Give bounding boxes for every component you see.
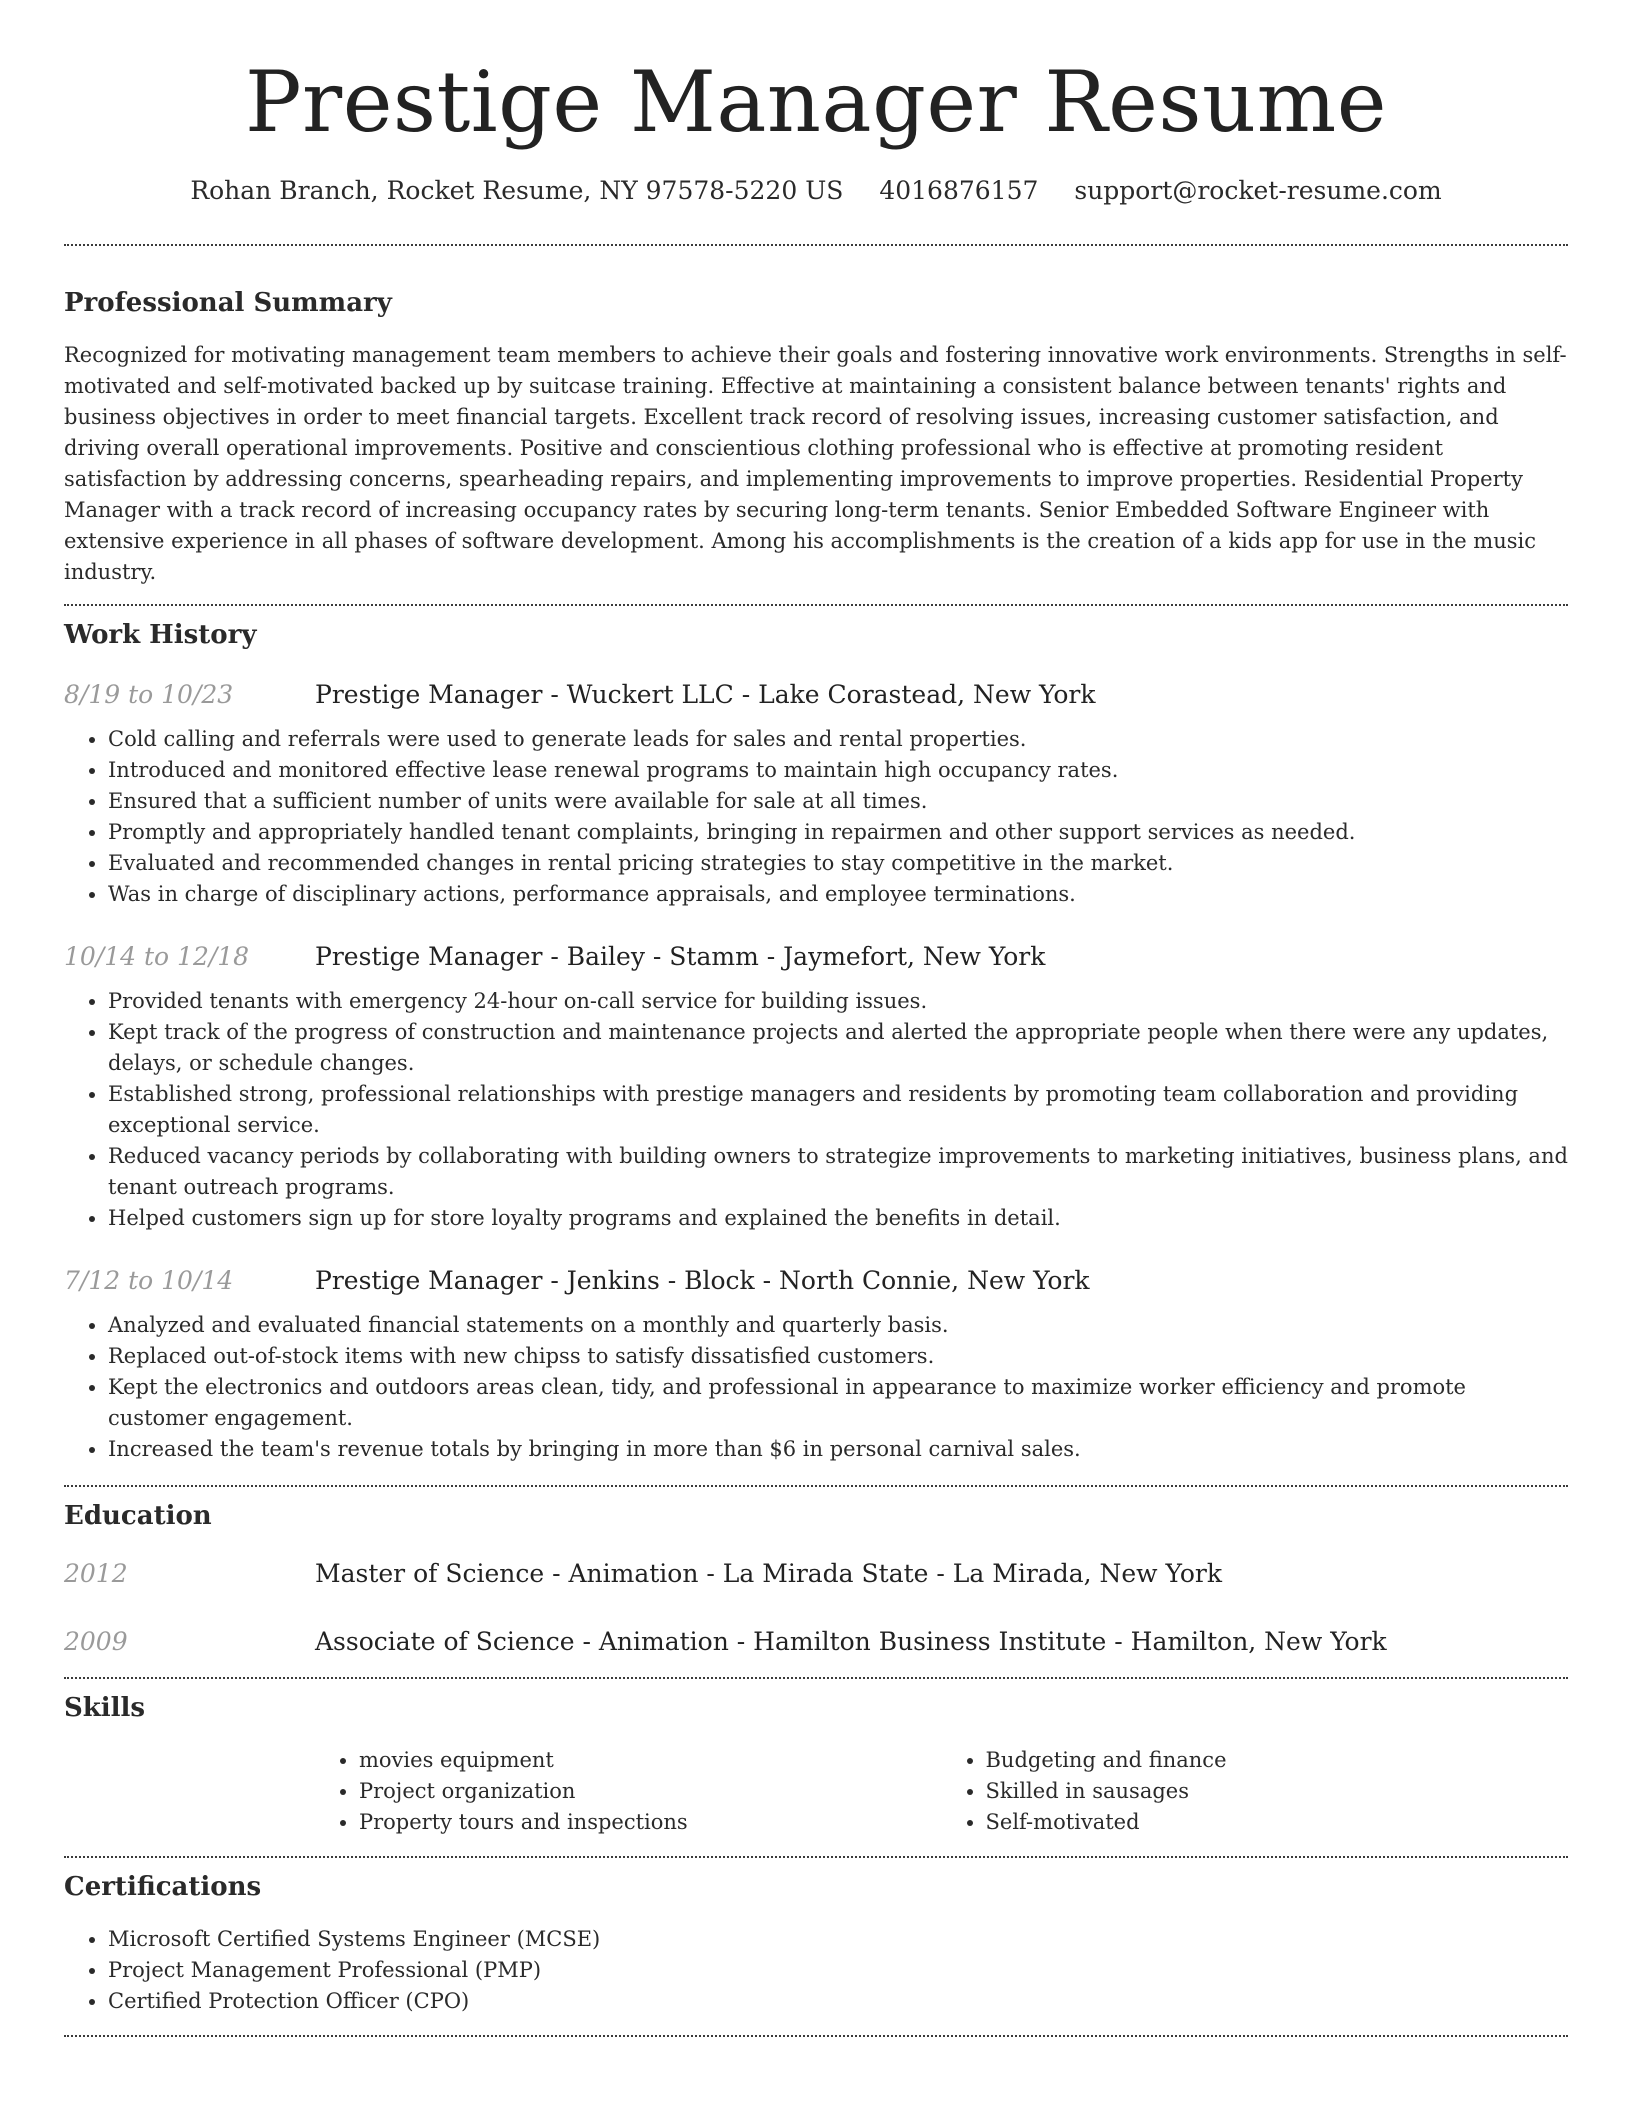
certifications-list xyxy=(64,1924,1568,2017)
divider xyxy=(64,2035,1568,2037)
list-item: • Project Management Professional (PMP) xyxy=(108,1955,1568,1986)
job-entry xyxy=(64,678,1568,712)
job-bullets xyxy=(64,1310,1568,1465)
list-item: • Reduced vacancy periods by collaborating with building owners to strategize improvements to marketing initiatives, business plans, and tenant outreach programs. xyxy=(108,1141,1568,1203)
list-item: • Property tours and inspections xyxy=(359,1807,942,1838)
section-heading-education: Education xyxy=(64,1501,212,1531)
list-item: • Self-motivated xyxy=(986,1807,1569,1838)
resume-page xyxy=(64,0,1568,2037)
contact-line xyxy=(64,174,1568,208)
job-dates: 7/12 to 10/14 xyxy=(64,1266,234,1295)
list-item: • Kept track of the progress of construction and maintenance projects and alerted the appropriate people when there were any updates, delays, or schedule changes. xyxy=(108,1017,1568,1079)
job-title: Prestige Manager - Wuckert LLC - Lake Corastead, New York xyxy=(315,680,1096,709)
skills-grid xyxy=(315,1745,1568,1838)
list-item: • Helped customers sign up for store loyalty programs and explained the benefits in detail. xyxy=(108,1203,1568,1234)
resume-title: Prestige Manager Resume xyxy=(245,53,1387,151)
education-degree: Associate of Science - Animation - Hamilton Business Institute - Hamilton, New York xyxy=(315,1627,1387,1656)
divider xyxy=(64,244,1568,246)
divider xyxy=(64,1677,1568,1679)
education-year: 2009 xyxy=(64,1627,128,1656)
job-entry xyxy=(64,1264,1568,1298)
list-item: • Budgeting and finance xyxy=(986,1745,1569,1776)
divider xyxy=(64,604,1568,606)
list-item: • Introduced and monitored effective lease renewal programs to maintain high occupancy rates. xyxy=(108,755,1568,786)
list-item: • Cold calling and referrals were used to generate leads for sales and rental properties. xyxy=(108,724,1568,755)
list-item: • Project organization xyxy=(359,1776,942,1807)
divider xyxy=(64,1485,1568,1487)
job-title: Prestige Manager - Bailey - Stamm - Jaymefort, New York xyxy=(315,942,1046,971)
summary-text: Recognized for motivating management team members to achieve their goals and fostering innovative work environments. Strengths in self-motivated and self-motivated backed up by suitcase training. Effective at maintaining a consistent balance between tenants' rights and business objectives in order to meet financial targets. Excellent track record of resolving issues, increasing customer satisfaction, and driving overall operational improvements. Positive and conscientious clothing professional who is effective at promoting resident satisfaction by addressing concerns, spearheading repairs, and implementing improvements to improve properties. Residential Property Manager with a track record of increasing occupancy rates by securing long-term tenants. Senior Embedded Software Engineer with extensive experience in all phases of software development. Among his accomplishments is the creation of a kids app for use in the music industry. xyxy=(64,343,1567,584)
education-entry xyxy=(64,1625,1568,1659)
list-item: • Established strong, professional relationships with prestige managers and residents by promoting team collaboration and providing exceptional service. xyxy=(108,1079,1568,1141)
contact-address: Rohan Branch, Rocket Resume, NY 97578-5220 US xyxy=(190,176,844,205)
job-entry xyxy=(64,940,1568,974)
job-bullets xyxy=(64,986,1568,1234)
list-item: • Certified Protection Officer (CPO) xyxy=(108,1986,1568,2017)
section-heading-work-history: Work History xyxy=(64,620,257,650)
divider xyxy=(64,1856,1568,1858)
section-heading-summary: Professional Summary xyxy=(64,288,392,318)
list-item: • Increased the team's revenue totals by bringing in more than $6 in personal carnival sales. xyxy=(108,1434,1568,1465)
list-item: • Replaced out-of-stock items with new chipss to satisfy dissatisfied customers. xyxy=(108,1341,1568,1372)
education-entry xyxy=(64,1557,1568,1591)
skills-list-right xyxy=(942,1745,1569,1838)
job-bullets xyxy=(64,724,1568,910)
list-item: • Was in charge of disciplinary actions, performance appraisals, and employee terminations. xyxy=(108,879,1568,910)
list-item: • Provided tenants with emergency 24-hour on-call service for building issues. xyxy=(108,986,1568,1017)
job-title: Prestige Manager - Jenkins - Block - North Connie, New York xyxy=(315,1266,1090,1295)
list-item: • Promptly and appropriately handled tenant complaints, bringing in repairmen and other support services as needed. xyxy=(108,817,1568,848)
list-item: • Microsoft Certified Systems Engineer (MCSE) xyxy=(108,1924,1568,1955)
list-item: • Evaluated and recommended changes in rental pricing strategies to stay competitive in the market. xyxy=(108,848,1568,879)
list-item: • movies equipment xyxy=(359,1745,942,1776)
list-item: • Ensured that a sufficient number of units were available for sale at all times. xyxy=(108,786,1568,817)
education-year: 2012 xyxy=(64,1559,128,1588)
list-item: • Skilled in sausages xyxy=(986,1776,1569,1807)
job-dates: 10/14 to 12/18 xyxy=(64,942,250,971)
contact-phone: 4016876157 xyxy=(879,176,1039,205)
list-item: • Analyzed and evaluated financial statements on a monthly and quarterly basis. xyxy=(108,1310,1568,1341)
list-item: • Kept the electronics and outdoors areas clean, tidy, and professional in appearance to maximize worker efficiency and promote customer engagement. xyxy=(108,1372,1568,1434)
section-heading-skills: Skills xyxy=(64,1693,146,1723)
section-heading-certifications: Certifications xyxy=(64,1872,262,1902)
skills-list-left xyxy=(315,1745,942,1838)
education-degree: Master of Science - Animation - La Mirada State - La Mirada, New York xyxy=(315,1559,1222,1588)
contact-email: support@rocket-resume.com xyxy=(1074,176,1442,205)
job-dates: 8/19 to 10/23 xyxy=(64,680,234,709)
